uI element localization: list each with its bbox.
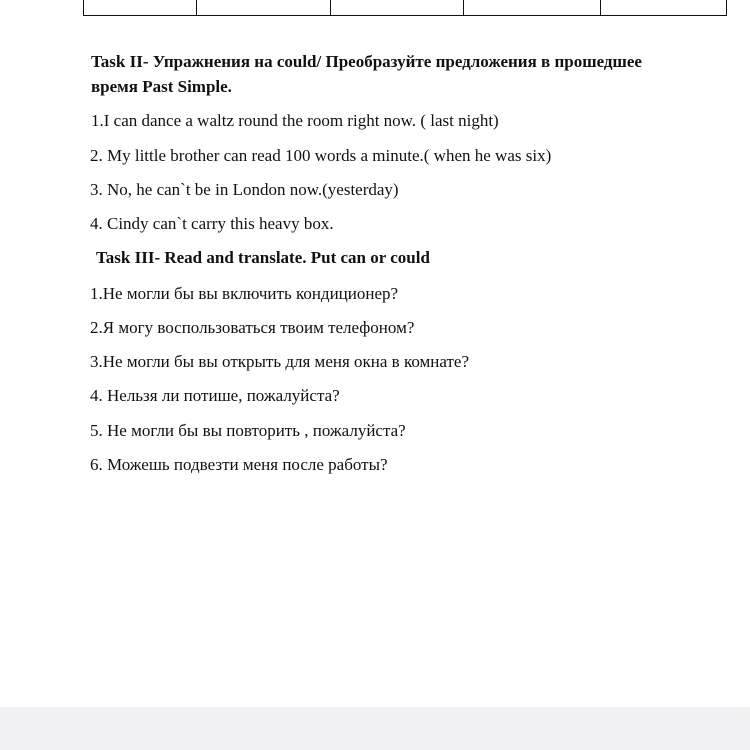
task2-item: 4. Cindy can`t carry this heavy box.: [90, 214, 334, 233]
table-fragment: [83, 0, 727, 16]
bottom-bar: [0, 707, 750, 750]
task2-item: 1.I can dance a waltz round the room right now. ( last night): [91, 111, 499, 130]
task2-title-cont: время Past Simple.: [91, 77, 232, 96]
task3-item: 4. Нельзя ли потише, пожалуйста?: [90, 386, 340, 405]
task3-item: 1.Не могли бы вы включить кондиционер?: [90, 284, 399, 303]
table-divider: [600, 0, 601, 15]
task2-item: 2. My little brother can read 100 words a minute.( when he was six): [90, 146, 552, 165]
task3-item: 5. Не могли бы вы повторить , пожалуйста?: [90, 421, 406, 440]
table-divider: [463, 0, 464, 15]
task3-item: 3.Не могли бы вы открыть для меня окна в комнате?: [90, 352, 470, 371]
table-divider: [196, 0, 197, 15]
table-divider: [330, 0, 331, 15]
task3-title: Task III- Read and translate. Put can or could: [96, 248, 430, 267]
task3-item: 6. Можешь подвезти меня после работы?: [90, 455, 388, 474]
task2-item: 3. No, he can`t be in London now.(yesterday): [90, 180, 399, 199]
task3-item: 2.Я могу воспользоваться твоим телефоном?: [90, 318, 415, 337]
task2-title: Task II- Упражнения на could/ Преобразуйте предложения в прошедшее: [91, 52, 642, 71]
